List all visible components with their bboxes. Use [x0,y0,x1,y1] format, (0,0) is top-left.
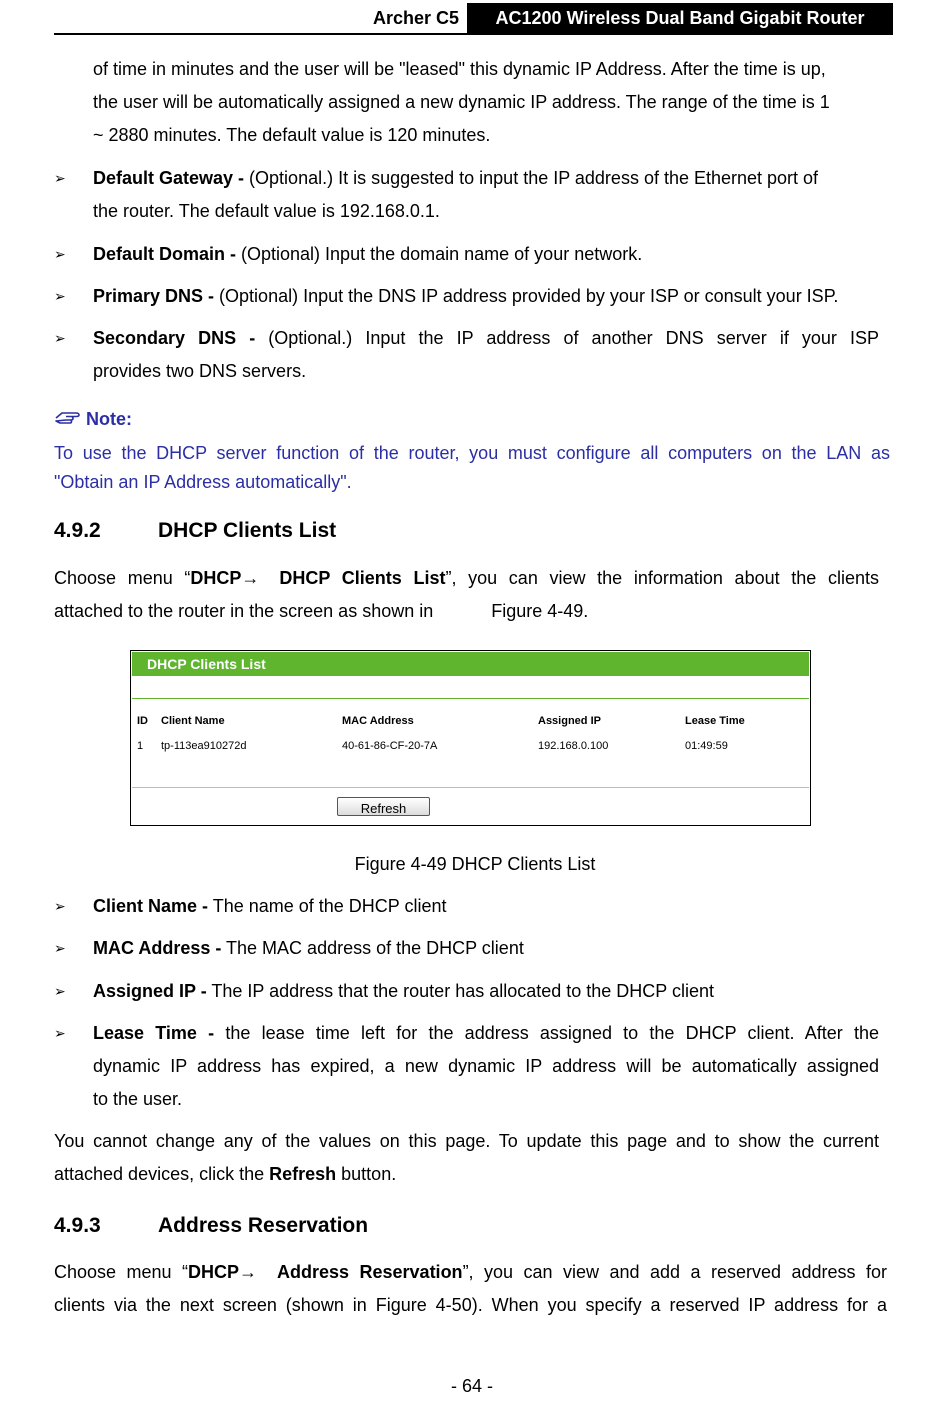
intro-line-1: of time in minutes and the user will be "leased" this dynamic IP Address. After the time is up, [93,59,826,79]
section-heading-4-9-3 [54,1211,368,1241]
paragraph-text: ”, you can view and add a reserved address for [462,1262,887,1282]
bullet-client-name [93,890,879,923]
page-number: - 64 - [450,1376,493,1396]
bullet-text: The MAC address of the DHCP client [221,938,524,958]
bullet-term: Client Name - [93,896,209,916]
bullet-term: Default Domain - [93,244,237,264]
column-header-lease-time: Lease Time [685,715,745,727]
bullet-text: (Optional.) It is suggested to input the IP address of the Ethernet port of [244,168,819,188]
bullet-term: Secondary DNS - [93,328,256,348]
bullet-lease-time [93,1017,879,1050]
section-heading-4-9-2 [54,516,336,546]
page-header [54,3,893,35]
bullet-icon: ➢ [54,288,66,304]
bullet-term: Primary DNS - [93,286,215,306]
bullet-secondary-dns-line-2: provides two DNS servers. [93,361,307,381]
bullet-lease-time-line-2: dynamic IP address has expired, a new dynamic IP address will be automatically assigned [93,1056,879,1076]
section-title: Address Reservation [158,1214,369,1237]
intro-line-3: ~ 2880 minutes. The default value is 120 minutes. [93,125,491,145]
bullet-icon: ➢ [54,983,66,999]
menu-arrow-icon: → [239,1262,258,1282]
hand-pointing-icon [54,404,86,434]
panel-title: DHCP Clients List [147,656,266,672]
paragraph-text: attached to the router in the screen as shown in [54,601,434,621]
figure-caption: Figure 4-49 DHCP Clients List [354,854,596,874]
bullet-text: (Optional) Input the DNS IP address provided by your ISP or consult your ISP. [214,286,839,306]
bullet-mac-address [93,932,879,965]
bullet-icon: ➢ [54,330,66,346]
section-4-9-3-paragraph [54,1256,887,1289]
bullet-term: Default Gateway - [93,168,245,188]
section-4-9-2-paragraph-line-2 [54,595,879,628]
column-header-assigned-ip: Assigned IP [538,715,601,727]
bullet-term: Assigned IP - [93,981,207,1001]
refresh-paragraph-line-1: You cannot change any of the values on this page. To update this page and to show the current [54,1131,879,1151]
menu-address-reservation: Address Reservation [277,1262,463,1282]
cell-lease-time: 01:49:59 [685,740,728,752]
bullet-icon: ➢ [54,170,66,186]
bullet-primary-dns [93,280,879,313]
paragraph-text: Choose menu “ [54,568,191,588]
section-number: 4.9.2 [54,519,101,542]
refresh-paragraph-line-2 [54,1158,879,1191]
bullet-text: the lease time left for the address assigned to the DHCP client. After the [214,1023,879,1043]
header-title: AC1200 Wireless Dual Band Gigabit Router [467,3,893,33]
note-text [54,439,890,497]
section-4-9-2-paragraph [54,562,879,595]
bullet-term: Lease Time - [93,1023,215,1043]
menu-dhcp: DHCP [190,568,242,588]
bullet-default-domain [93,238,879,271]
note-label: Note: [86,409,132,429]
note-heading [54,404,132,434]
bullet-secondary-dns [93,322,879,355]
column-header-mac-address: MAC Address [342,715,414,727]
section-number: 4.9.3 [54,1214,101,1237]
cell-client-name: tp-113ea910272d [161,740,247,752]
section-title: DHCP Clients List [158,519,337,542]
bullet-assigned-ip [93,975,879,1008]
paragraph-text: button. [336,1164,397,1184]
bullet-icon: ➢ [54,940,66,956]
dhcp-clients-list-screenshot [130,650,811,826]
bullet-icon: ➢ [54,898,66,914]
bullet-text: (Optional.) Input the IP address of another DNS server if your ISP [255,328,879,348]
paragraph-text: attached devices, click the [54,1164,270,1184]
menu-arrow-icon: → [241,568,260,588]
cell-assigned-ip: 192.168.0.100 [538,740,609,752]
bullet-default-gateway-line-2: the router. The default value is 192.168.0.1. [93,201,440,221]
paragraph-text: Choose menu “ [54,1262,188,1282]
menu-dhcp-clients-list: DHCP Clients List [279,568,446,588]
bullet-lease-time-line-3: to the user. [93,1089,183,1109]
bullet-text: (Optional) Input the domain name of your network. [236,244,643,264]
header-model: Archer C5 [372,8,459,28]
refresh-button[interactable]: Refresh [337,797,430,816]
bullet-text: The name of the DHCP client [208,896,447,916]
bullet-term: MAC Address - [93,938,222,958]
table-divider [132,787,809,788]
column-header-client-name: Client Name [161,715,225,727]
paragraph-text: ”, you can view the information about the clients [445,568,879,588]
bullet-text: The IP address that the router has allocated to the DHCP client [206,981,714,1001]
bullet-icon: ➢ [54,1025,66,1041]
panel-title-bar [132,652,809,676]
bullet-default-gateway [93,162,879,195]
note-line-1: To use the DHCP server function of the router, you must configure all computers on the LAN as [54,443,890,463]
bullet-icon: ➢ [54,246,66,262]
section-4-9-3-paragraph-line-2: clients via the next screen (shown in Figure 4-50). When you specify a reserved IP address for a [54,1295,887,1315]
cell-id: 1 [137,740,144,752]
intro-line-2: the user will be automatically assigned a new dynamic IP address. The range of the time is 1 [93,92,830,112]
cell-mac-address: 40-61-86-CF-20-7A [342,740,438,752]
title-underline [132,698,809,699]
figure-reference: Figure 4-49. [491,601,589,621]
note-line-2: "Obtain an IP Address automatically". [54,472,352,492]
menu-dhcp: DHCP [188,1262,240,1282]
refresh-term: Refresh [269,1164,337,1184]
column-header-id: ID [137,715,148,727]
